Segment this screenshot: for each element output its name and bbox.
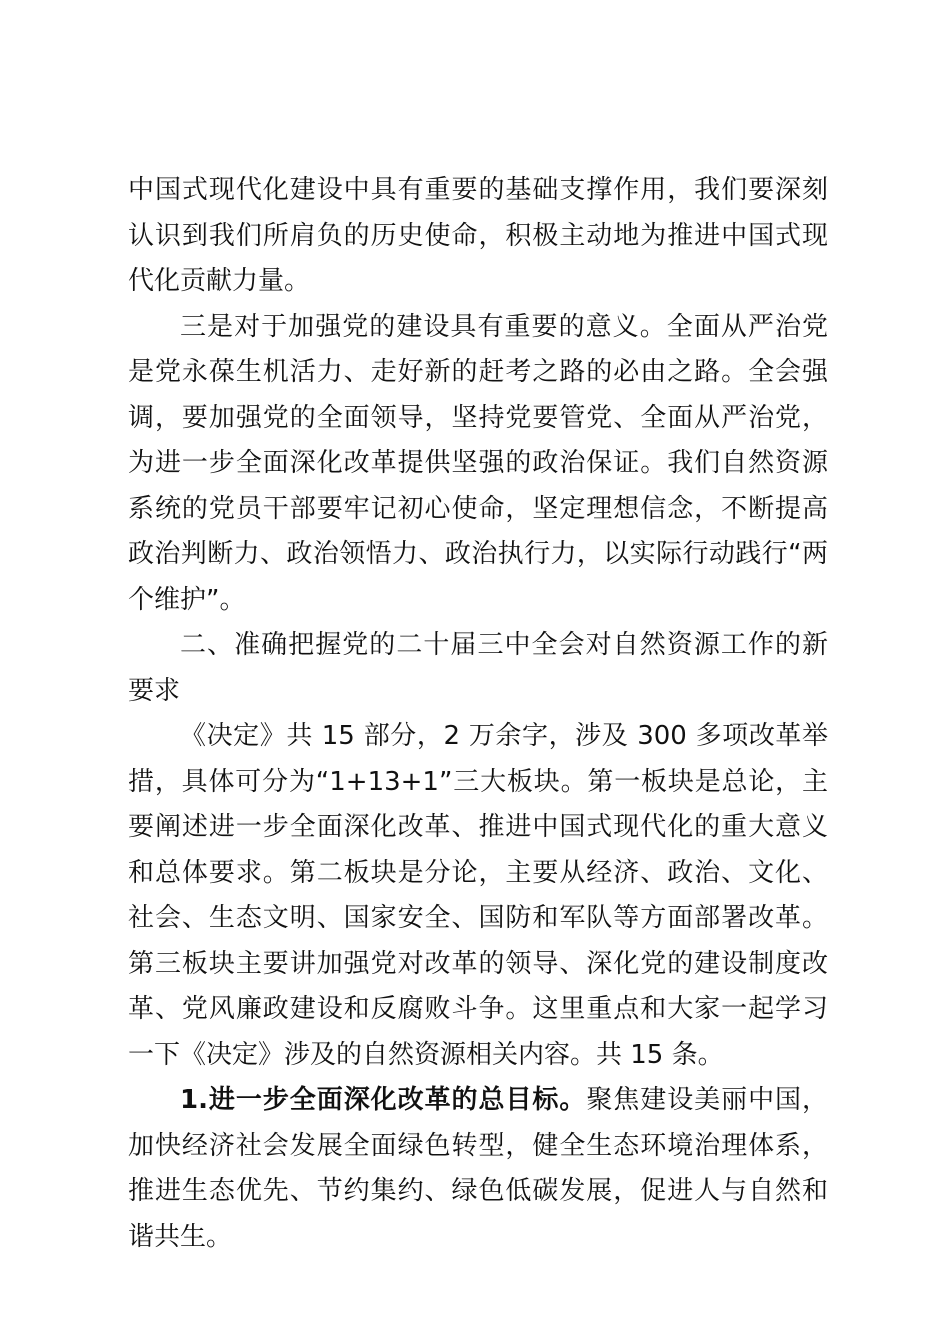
paragraph-text: 中国式现代化建设中具有重要的基础支撑作用，我们要深刻认识到我们所肩负的历史使命，积极主动地为推进中国式现代化贡献力量。 xyxy=(128,175,828,296)
paragraph-decision-overview xyxy=(128,714,828,1078)
paragraph-text: 聚焦建设美丽中国，加快经济社会发展全面绿色转型，健全生态环境治理体系，推进生态优先、节约集约、绿色低碳发展，促进人与自然和谐共生。 xyxy=(128,1085,828,1252)
heading-text: 二、准确把握党的二十届三中全会对自然资源工作的新要求 xyxy=(128,630,828,706)
paragraph-text: 三是对于加强党的建设具有重要的意义。全面从严治党是党永葆生机活力、走好新的赶考之路的必由之路。全会强调，要加强党的全面领导，坚持党要管党、全面从严治党，为进一步全面深化改革提供坚强的政治保证。我们自然资源系统的党员干部要牢记初心使命，坚定理想信念，不断提高政治判断力、政治领悟力、政治执行力，以实际行动践行“两个维护”。 xyxy=(128,311,828,615)
paragraph-continuation xyxy=(128,168,828,305)
paragraph-item-1 xyxy=(128,1078,828,1260)
document-page xyxy=(128,168,828,1260)
paragraph-text: 《决定》共 15 部分，2 万余字，涉及 300 多项改革举措，具体可分为“1+13+1”三大板块。第一板块是总论，主要阐述进一步全面深化改革、推进中国式现代化的重大意义和总体要求。第二板块是分论，主要从经济、政治、文化、社会、生态文明、国家安全、国防和军队等方面部署改革。第三板块主要讲加强党对改革的领导、深化党的建设制度改革、党风廉政建设和反腐败斗争。这里重点和大家一起学习一下《决定》涉及的自然资源相关内容。共 15 条。 xyxy=(128,721,828,1070)
paragraph-party-building xyxy=(128,305,828,624)
item-lead: 1.进一步全面深化改革的总目标。 xyxy=(180,1085,587,1115)
section-heading-2 xyxy=(128,623,828,714)
